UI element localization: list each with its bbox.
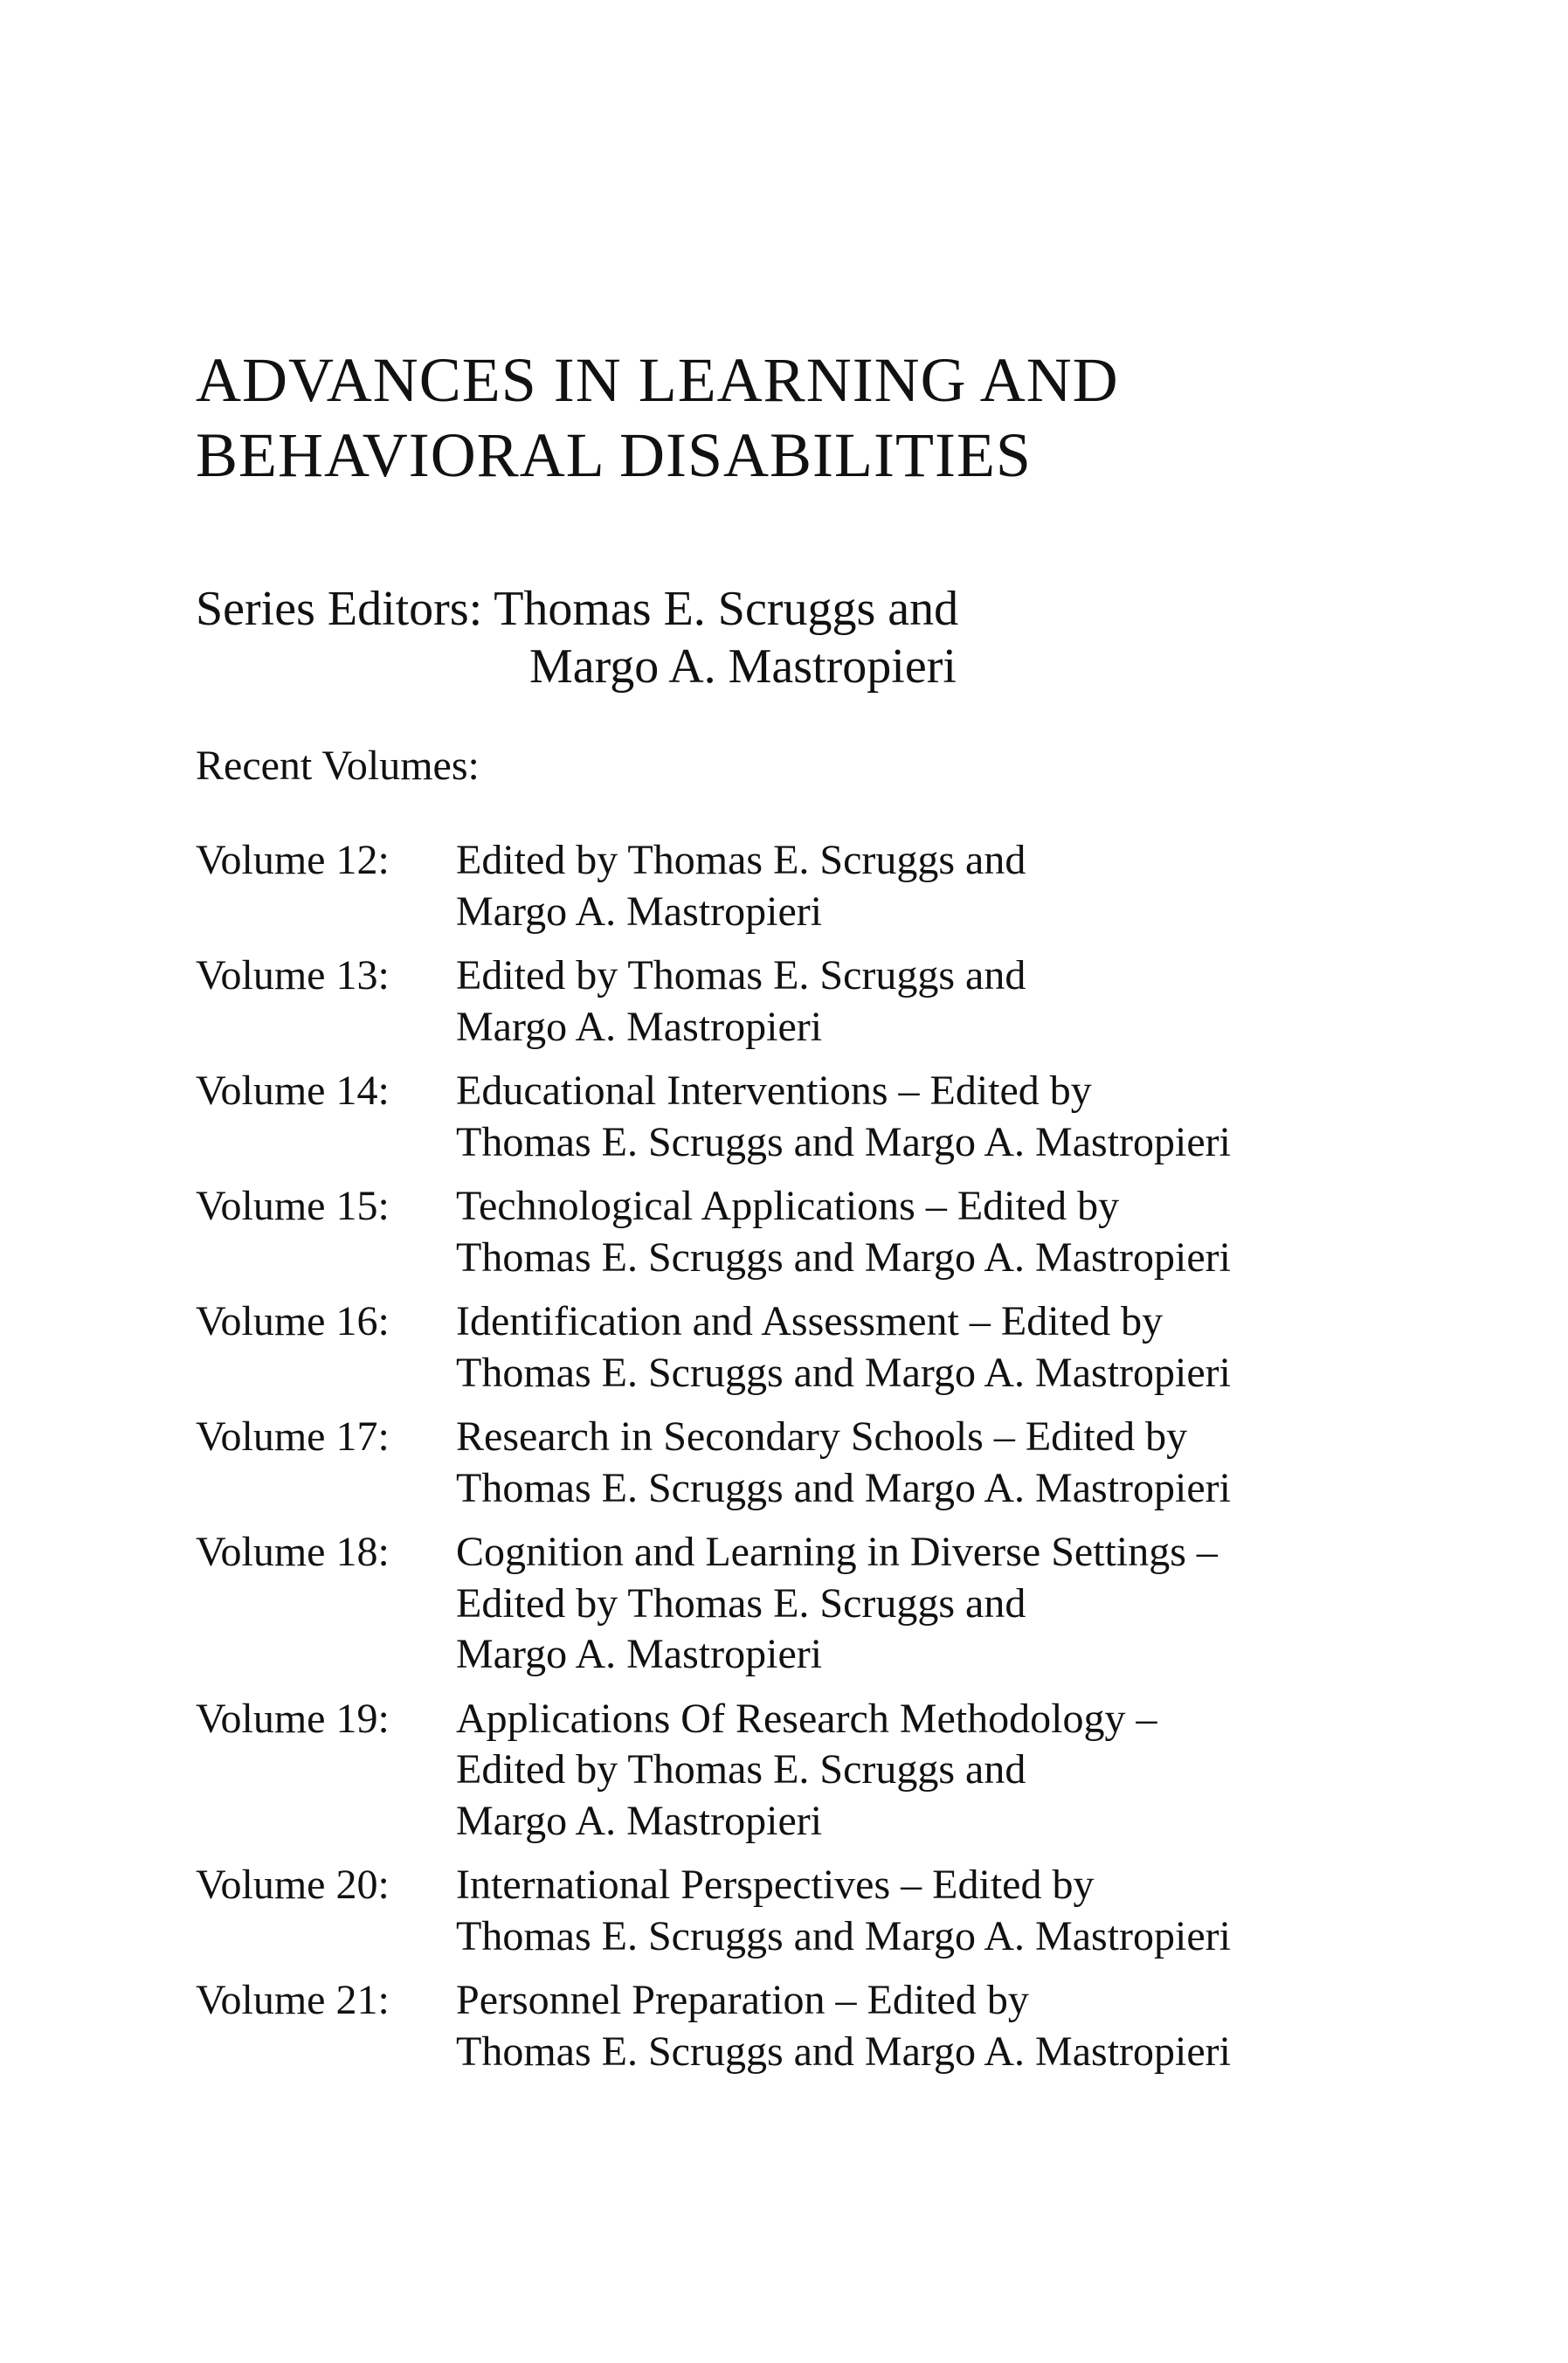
volume-number: Volume 18: <box>196 1529 390 1575</box>
volume-description-line: Margo A. Mastropieri <box>456 1631 823 1677</box>
volume-description-line: Research in Secondary Schools – Edited by <box>456 1413 1188 1460</box>
volume-description-line: Thomas E. Scruggs and Margo A. Mastropieri <box>456 1464 1231 1511</box>
volume-description-line: Cognition and Learning in Diverse Settings – <box>456 1529 1218 1575</box>
series-editors-label: Series Editors: <box>196 582 483 636</box>
series-editors <box>196 580 958 695</box>
volume-description-line: Margo A. Mastropieri <box>456 888 823 935</box>
volume-number: Volume 14: <box>196 1067 390 1114</box>
volume-description-line: Thomas E. Scruggs and Margo A. Mastropieri <box>456 1233 1231 1281</box>
volume-number: Volume 15: <box>196 1183 390 1229</box>
volume-description <box>456 1694 1419 1848</box>
series-title-line-1: ADVANCES IN LEARNING AND <box>196 345 1119 415</box>
volume-description-line: Personnel Preparation – Edited by <box>456 1977 1029 2023</box>
volume-list <box>196 835 1419 2090</box>
volume-description <box>456 1181 1419 1283</box>
volume-description <box>456 1412 1419 1514</box>
volume-entry <box>196 1066 1419 1168</box>
series-editors-row-1 <box>196 580 958 638</box>
volume-number: Volume 12: <box>196 837 390 883</box>
series-title <box>196 342 1119 493</box>
volume-description-line: Identification and Assessment – Edited by <box>456 1298 1164 1344</box>
volume-entry <box>196 1527 1419 1681</box>
series-editors-name-2: Margo A. Mastropieri <box>529 639 957 694</box>
volume-entry <box>196 950 1419 1053</box>
volume-description <box>456 1975 1419 2077</box>
volume-description-line: Thomas E. Scruggs and Margo A. Mastropieri <box>456 2028 1231 2075</box>
volume-entry <box>196 1296 1419 1399</box>
volume-entry <box>196 1181 1419 1283</box>
volume-description <box>456 1860 1419 1962</box>
recent-volumes-heading: Recent Volumes: <box>196 743 480 789</box>
volume-number: Volume 21: <box>196 1977 390 2023</box>
volume-entry <box>196 1412 1419 1514</box>
volume-entry <box>196 1975 1419 2077</box>
series-editors-name-1: Thomas E. Scruggs and <box>494 582 959 636</box>
volume-description-line: Edited by Thomas E. Scruggs and <box>456 1579 1026 1627</box>
volume-description-line: Educational Interventions – Edited by <box>456 1067 1092 1114</box>
volume-description <box>456 1296 1419 1399</box>
series-title-line-2: BEHAVIORAL DISABILITIES <box>196 420 1032 490</box>
volume-description <box>456 950 1419 1053</box>
volume-description <box>456 1527 1419 1681</box>
volume-description-line: Thomas E. Scruggs and Margo A. Mastropieri <box>456 1349 1231 1396</box>
volume-description-line: Technological Applications – Edited by <box>456 1183 1120 1229</box>
volume-description-line: Thomas E. Scruggs and Margo A. Mastropieri <box>456 1118 1231 1165</box>
volume-number: Volume 20: <box>196 1862 390 1908</box>
volume-description-line: Applications Of Research Methodology – <box>456 1695 1157 1742</box>
volume-entry <box>196 1860 1419 1962</box>
volume-description-line: Edited by Thomas E. Scruggs and <box>456 952 1026 998</box>
volume-number: Volume 13: <box>196 952 390 998</box>
volume-description-line: Edited by Thomas E. Scruggs and <box>456 837 1026 883</box>
volume-number: Volume 19: <box>196 1695 390 1742</box>
volume-description-line: Thomas E. Scruggs and Margo A. Mastropieri <box>456 1912 1231 1959</box>
volume-description-line: Margo A. Mastropieri <box>456 1797 823 1844</box>
series-editors-row-2 <box>196 638 958 695</box>
volume-entry <box>196 1694 1419 1848</box>
volume-description <box>456 1066 1419 1168</box>
volume-description-line: Margo A. Mastropieri <box>456 1003 823 1050</box>
volume-description-line: International Perspectives – Edited by <box>456 1862 1095 1908</box>
volume-description <box>456 835 1419 937</box>
volume-number: Volume 16: <box>196 1298 390 1344</box>
volume-entry <box>196 835 1419 937</box>
volume-description-line: Edited by Thomas E. Scruggs and <box>456 1746 1026 1793</box>
volume-number: Volume 17: <box>196 1413 390 1460</box>
